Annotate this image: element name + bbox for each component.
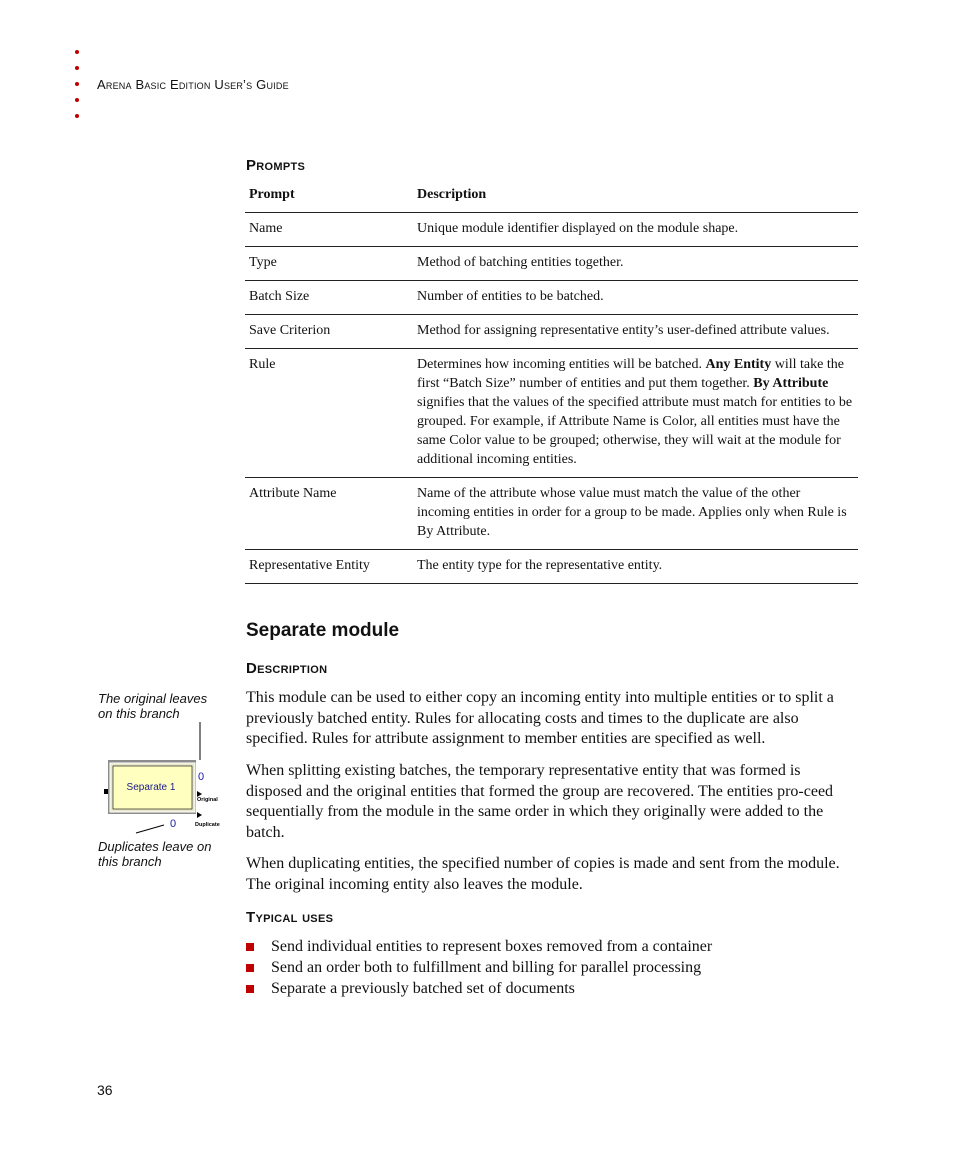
prompt-cell: Type bbox=[245, 247, 413, 281]
leader-line-duplicate bbox=[136, 825, 164, 833]
prompt-cell: Representative Entity bbox=[245, 550, 413, 584]
description-cell: Number of entities to be batched. bbox=[413, 281, 858, 315]
page-number: 36 bbox=[97, 1082, 113, 1098]
prompt-cell: Rule bbox=[245, 349, 413, 478]
column-header-prompt: Prompt bbox=[245, 182, 413, 213]
list-item-text: Send an order both to fulfillment and billing for parallel processing bbox=[271, 959, 702, 976]
table-row bbox=[245, 349, 858, 478]
description-cell: Name of the attribute whose value must match the value of the other incoming entities in order for a group to be made. Applies only when Rule is By Attribute. bbox=[413, 478, 858, 550]
exit-arrow-duplicate bbox=[197, 812, 202, 818]
description-cell: Method for assigning representative entity’s user-defined attribute values. bbox=[413, 315, 858, 349]
running-head: Arena Basic Edition User’s Guide bbox=[97, 77, 289, 92]
description-cell bbox=[413, 349, 858, 478]
count-original: 0 bbox=[198, 771, 205, 783]
prompts-table bbox=[245, 182, 858, 584]
margin-dot bbox=[75, 66, 79, 70]
exit-label-duplicate: Duplicate bbox=[195, 822, 220, 828]
rule-text: Determines how incoming entities will be batched. bbox=[417, 357, 706, 372]
description-cell: Unique module identifier displayed on the module shape. bbox=[413, 213, 858, 247]
description-cell: Method of batching entities together. bbox=[413, 247, 858, 281]
bullet-square-icon bbox=[246, 943, 254, 951]
list-item-text: Send individual entities to represent boxes removed from a container bbox=[271, 938, 713, 955]
table-row bbox=[245, 478, 858, 550]
margin-dot bbox=[75, 50, 79, 54]
count-duplicate: 0 bbox=[170, 818, 177, 830]
margin-dot bbox=[75, 82, 79, 86]
list-item bbox=[246, 978, 712, 999]
bullet-square-icon bbox=[246, 985, 254, 993]
typical-uses-list bbox=[246, 936, 712, 999]
table-row bbox=[245, 281, 858, 315]
prompt-cell: Attribute Name bbox=[245, 478, 413, 550]
figure-caption-bottom: Duplicates leave on this branch bbox=[98, 839, 212, 869]
table-row bbox=[245, 315, 858, 349]
description-heading: Description bbox=[246, 660, 328, 677]
rule-any-entity: Any Entity bbox=[705, 357, 772, 372]
column-header-description: Description bbox=[413, 182, 858, 213]
prompts-heading: Prompts bbox=[246, 157, 306, 174]
rule-text: signifies that the values of the specified attribute must match for entities to be grouped. For example, if Attribute Name is Color, all entities must have the same Color value to be grouped; otherwise, they will wait at the module for additional incoming entities. bbox=[417, 395, 853, 467]
table-header-row bbox=[245, 182, 858, 213]
rule-by-attribute: By Attribute bbox=[753, 376, 829, 391]
table-row bbox=[245, 550, 858, 584]
prompt-cell: Name bbox=[245, 213, 413, 247]
bullet-square-icon bbox=[246, 964, 254, 972]
prompt-cell: Batch Size bbox=[245, 281, 413, 315]
list-item bbox=[246, 957, 712, 978]
margin-dot bbox=[75, 98, 79, 102]
paragraph: When splitting existing batches, the temporary representative entity that was formed is disposed and the original entities that formed the group are recovered. The entities pro-ceed sequentially from the module in the same order in which they originally were added to the batch. bbox=[246, 762, 834, 842]
table-row bbox=[245, 247, 858, 281]
table-row bbox=[245, 213, 858, 247]
rule-text: will take the first “Batch Size” number of entities and put them together. bbox=[417, 357, 844, 391]
list-item bbox=[246, 936, 712, 957]
separate-module-figure bbox=[100, 720, 225, 840]
description-cell: The entity type for the representative entity. bbox=[413, 550, 858, 584]
module-label: Separate 1 bbox=[126, 782, 176, 793]
typical-uses-heading: Typical uses bbox=[246, 909, 334, 926]
paragraph: This module can be used to either copy an incoming entity into multiple entities or to split a previously batched entity. Rules for allocating costs and times to the duplicate are also specified. Rules for attribute assignment to member entities are specified as well. bbox=[246, 689, 834, 748]
section-title: Separate module bbox=[246, 620, 400, 641]
figure-caption-top: The original leaves on this branch bbox=[98, 691, 208, 721]
list-item-text: Separate a previously batched set of documents bbox=[271, 980, 575, 997]
paragraph: When duplicating entities, the specified number of copies is made and sent from the module. The original incoming entity also leaves the module. bbox=[246, 855, 840, 893]
prompt-cell: Save Criterion bbox=[245, 315, 413, 349]
exit-label-original: Original bbox=[197, 797, 218, 803]
margin-dot bbox=[75, 114, 79, 118]
